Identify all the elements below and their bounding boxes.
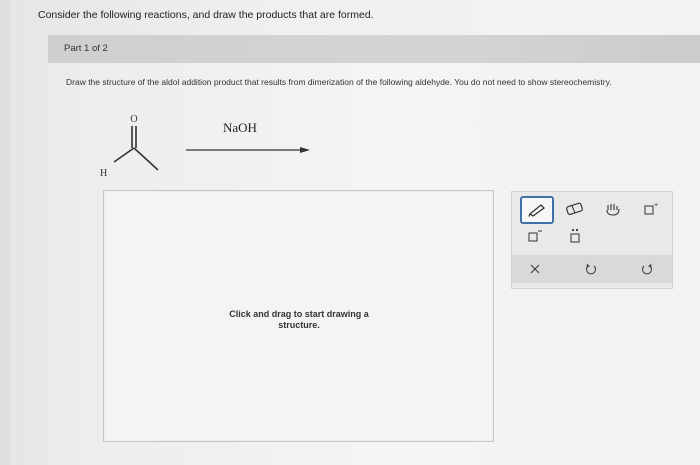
part-label: Part 1 of 2 [64, 43, 108, 54]
hydrogen-label: H [100, 168, 108, 179]
drawing-toolbar [511, 191, 673, 289]
reagent-label: NaOH [223, 120, 257, 135]
bond-c-h [134, 148, 158, 170]
prompt-text: Draw the structure of the aldol addition product that results from dimerization of the following aldehyde. You do not need to show stereochemistry. [66, 77, 612, 87]
lone-pair-icon [566, 227, 584, 245]
charge-plus-icon [642, 201, 660, 217]
question-text: Consider the following reactions, and draw the products that are formed. [38, 9, 374, 21]
hand-tool-button[interactable] [598, 197, 628, 221]
clear-icon [529, 263, 541, 275]
toolbar-action-row [512, 255, 672, 283]
bond-ch3-c [114, 148, 134, 162]
svg-text:+: + [654, 202, 659, 209]
undo-button[interactable] [576, 257, 606, 281]
eraser-icon [564, 202, 586, 216]
charge-minus-button[interactable] [520, 224, 550, 248]
eraser-tool-button[interactable] [560, 197, 590, 221]
pencil-icon [527, 203, 547, 217]
canvas-hint [199, 309, 399, 331]
reaction-svg [48, 63, 700, 193]
canvas-hint-line-2: structure. [278, 320, 320, 330]
part-header [48, 35, 700, 63]
charge-plus-button[interactable] [636, 197, 666, 221]
reaction-scheme [48, 63, 700, 193]
charge-minus-icon [526, 228, 544, 244]
drawing-canvas[interactable] [103, 190, 494, 442]
redo-button[interactable] [632, 257, 662, 281]
page [10, 0, 700, 465]
reaction-arrow [186, 147, 310, 153]
redo-icon [640, 262, 654, 276]
pencil-tool-button[interactable] [520, 196, 554, 224]
oxygen-label: O [130, 114, 138, 125]
canvas-hint-line-1: Click and drag to start drawing a [229, 309, 369, 319]
question-panel [48, 63, 700, 465]
aldehyde-structure [114, 126, 158, 170]
lone-pair-button[interactable] [560, 224, 590, 248]
clear-button[interactable] [520, 257, 550, 281]
hand-icon [604, 201, 622, 217]
undo-icon [584, 262, 598, 276]
